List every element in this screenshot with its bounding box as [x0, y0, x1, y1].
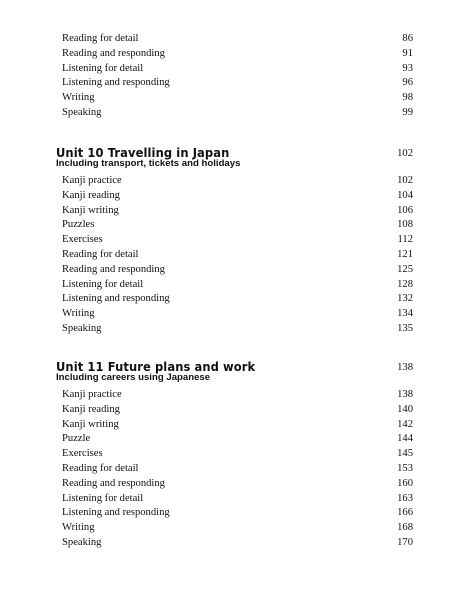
toc-rows [0, 174, 474, 337]
toc-entry [0, 189, 474, 204]
toc-entry-label: Listening and responding [62, 507, 170, 519]
unit-title: Unit 10 Travelling in Japan [56, 145, 230, 160]
toc-entry [0, 106, 474, 121]
toc-entry-page-number: 96 [402, 77, 413, 89]
toc-entry-page-number: 138 [397, 389, 413, 400]
toc-entry-label: Exercises [62, 234, 103, 246]
toc-entry-label: Listening for detail [62, 492, 144, 504]
toc-entry-label: Speaking [62, 106, 102, 118]
toc-entry-label: Puzzles [62, 219, 95, 231]
toc-entry-page-number: 140 [397, 403, 413, 415]
toc-entry-label: Kanji practice [62, 175, 122, 186]
toc-entry-page-number: 112 [397, 234, 413, 246]
toc-entry [0, 447, 474, 462]
toc-entry [0, 432, 474, 447]
unit-heading [0, 360, 474, 388]
toc-entry [0, 292, 474, 307]
toc-entry [0, 62, 474, 77]
toc-rows [0, 388, 474, 551]
toc-entry-label: Kanji writing [62, 204, 119, 216]
toc-entry-label: Reading and responding [62, 47, 165, 59]
toc-entry-page-number: 121 [397, 248, 413, 260]
toc-entry [0, 418, 474, 433]
toc-entry-page-number: 91 [402, 47, 413, 59]
toc-entry-page-number: 99 [402, 106, 413, 118]
toc-entry-page-number: 145 [397, 448, 413, 460]
unit-page-number: 102 [397, 148, 413, 159]
toc-entry [0, 76, 474, 91]
toc-entry-label: Listening and responding [62, 77, 170, 89]
toc-entry-label: Listening for detail [62, 278, 144, 290]
toc-entry-label: Speaking [62, 536, 102, 548]
toc-entry [0, 492, 474, 507]
toc-entry-label: Kanji reading [62, 189, 120, 201]
toc-entry-label: Kanji writing [62, 418, 119, 430]
toc-entry-page-number: 125 [397, 263, 413, 275]
toc-entry-label: Listening for detail [62, 62, 144, 74]
toc-entry-page-number: 132 [397, 293, 413, 305]
toc-entry-label: Reading for detail [62, 462, 139, 474]
toc-entry [0, 388, 474, 403]
toc-entry-label: Listening and responding [62, 293, 170, 305]
toc-entry [0, 322, 474, 337]
toc-section-unit10 [0, 146, 474, 337]
toc-entry [0, 477, 474, 492]
toc-entry-label: Writing [62, 92, 95, 104]
toc-entry-label: Speaking [62, 322, 102, 334]
toc-entry-page-number: 102 [397, 175, 413, 186]
toc-entry-page-number: 144 [397, 433, 413, 445]
toc-entry-page-number: 93 [402, 62, 413, 74]
toc-entry [0, 536, 474, 551]
toc-entry-page-number: 166 [397, 507, 413, 519]
toc-entry-page-number: 170 [397, 536, 413, 548]
toc-section-unit9-tail [0, 32, 474, 121]
toc-entry-page-number: 160 [397, 477, 413, 489]
toc-entry [0, 233, 474, 248]
toc-entry-page-number: 98 [402, 92, 413, 104]
toc-rows [0, 32, 474, 121]
toc-entry-page-number: 106 [397, 204, 413, 216]
toc-entry [0, 218, 474, 233]
unit-subtitle: Including transport, tickets and holidays [56, 158, 241, 169]
toc-entry-label: Reading and responding [62, 263, 165, 275]
toc-entry-page-number: 142 [397, 418, 413, 430]
unit-title: Unit 11 Future plans and work [56, 359, 256, 374]
toc-entry-page-number: 135 [397, 322, 413, 334]
toc-section-unit11 [0, 360, 474, 551]
toc-entry-page-number: 153 [397, 462, 413, 474]
toc-entry-label: Reading for detail [62, 248, 139, 260]
toc-entry [0, 307, 474, 322]
toc-entry-label: Exercises [62, 448, 103, 460]
toc-entry-label: Writing [62, 522, 95, 534]
toc-entry-page-number: 168 [397, 522, 413, 534]
toc-entry-page-number: 163 [397, 492, 413, 504]
unit-heading [0, 146, 474, 174]
toc-entry-label: Writing [62, 308, 95, 320]
toc-entry-page-number: 86 [402, 33, 413, 44]
unit-subtitle: Including careers using Japanese [56, 372, 211, 383]
toc-entry-page-number: 104 [397, 189, 413, 201]
toc-entry [0, 278, 474, 293]
toc-entry-page-number: 134 [397, 308, 413, 320]
toc-entry-label: Puzzle [62, 433, 91, 445]
toc-entry [0, 263, 474, 278]
toc-entry-label: Kanji practice [62, 389, 122, 400]
toc-entry-page-number: 108 [397, 219, 413, 231]
toc-entry [0, 248, 474, 263]
toc-entry [0, 462, 474, 477]
toc-entry [0, 403, 474, 418]
toc-entry-label: Reading and responding [62, 477, 165, 489]
toc-entry [0, 506, 474, 521]
toc-entry [0, 91, 474, 106]
toc-entry [0, 174, 474, 189]
toc-entry [0, 47, 474, 62]
toc-entry-label: Reading for detail [62, 33, 139, 44]
unit-page-number: 138 [397, 362, 413, 373]
toc-entry-page-number: 128 [397, 278, 413, 290]
toc-entry [0, 32, 474, 47]
toc-entry [0, 521, 474, 536]
toc-entry [0, 204, 474, 219]
toc-entry-label: Kanji reading [62, 403, 120, 415]
